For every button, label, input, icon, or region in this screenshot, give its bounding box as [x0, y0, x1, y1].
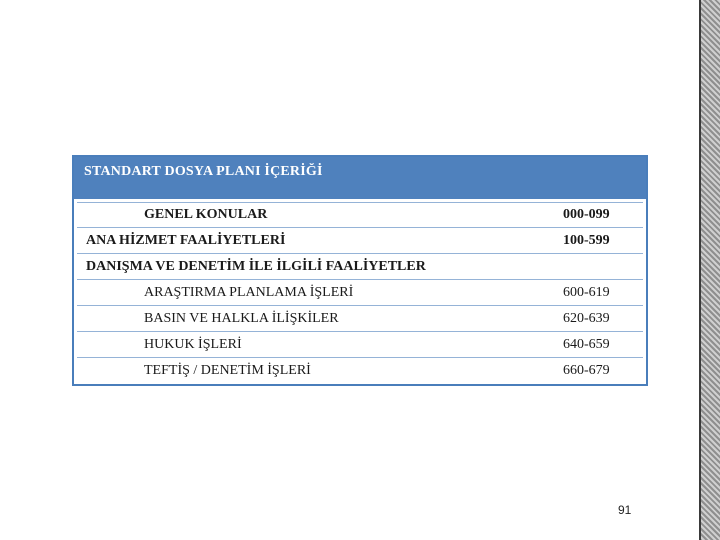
table-row-general-topics [77, 202, 643, 228]
decorative-edge-strip [694, 0, 720, 540]
table-row-inspection-audit [77, 358, 643, 384]
page-number: 91 [618, 503, 632, 517]
row-label: GENEL KONULAR [144, 207, 268, 222]
table-title: STANDART DOSYA PLANI İÇERİĞİ [74, 157, 646, 199]
row-label: ARAŞTIRMA PLANLAMA İŞLERİ [144, 284, 354, 300]
row-code: 000-099 [563, 207, 610, 222]
row-code: 640-659 [563, 336, 610, 352]
file-plan-table [72, 155, 648, 386]
row-label: TEFTİŞ / DENETİM İŞLERİ [144, 363, 311, 378]
row-code: 100-599 [563, 232, 610, 248]
table-row-research-planning [77, 280, 643, 306]
table-row-press-public-relations [77, 306, 643, 332]
row-label: ANA HİZMET FAALİYETLERİ [86, 232, 286, 248]
row-code: 660-679 [563, 363, 610, 378]
table-row-legal-affairs [77, 332, 643, 358]
table-row-main-services [77, 228, 643, 254]
row-code: 600-619 [563, 284, 610, 300]
row-label: DANIŞMA VE DENETİM İLE İLGİLİ FAALİYETLER [86, 258, 426, 274]
table-row-advisory-audit [77, 254, 643, 280]
row-code: 620-639 [563, 310, 610, 326]
row-label: BASIN VE HALKLA İLİŞKİLER [144, 310, 339, 326]
row-label: HUKUK İŞLERİ [144, 336, 242, 352]
table-body [74, 202, 646, 384]
